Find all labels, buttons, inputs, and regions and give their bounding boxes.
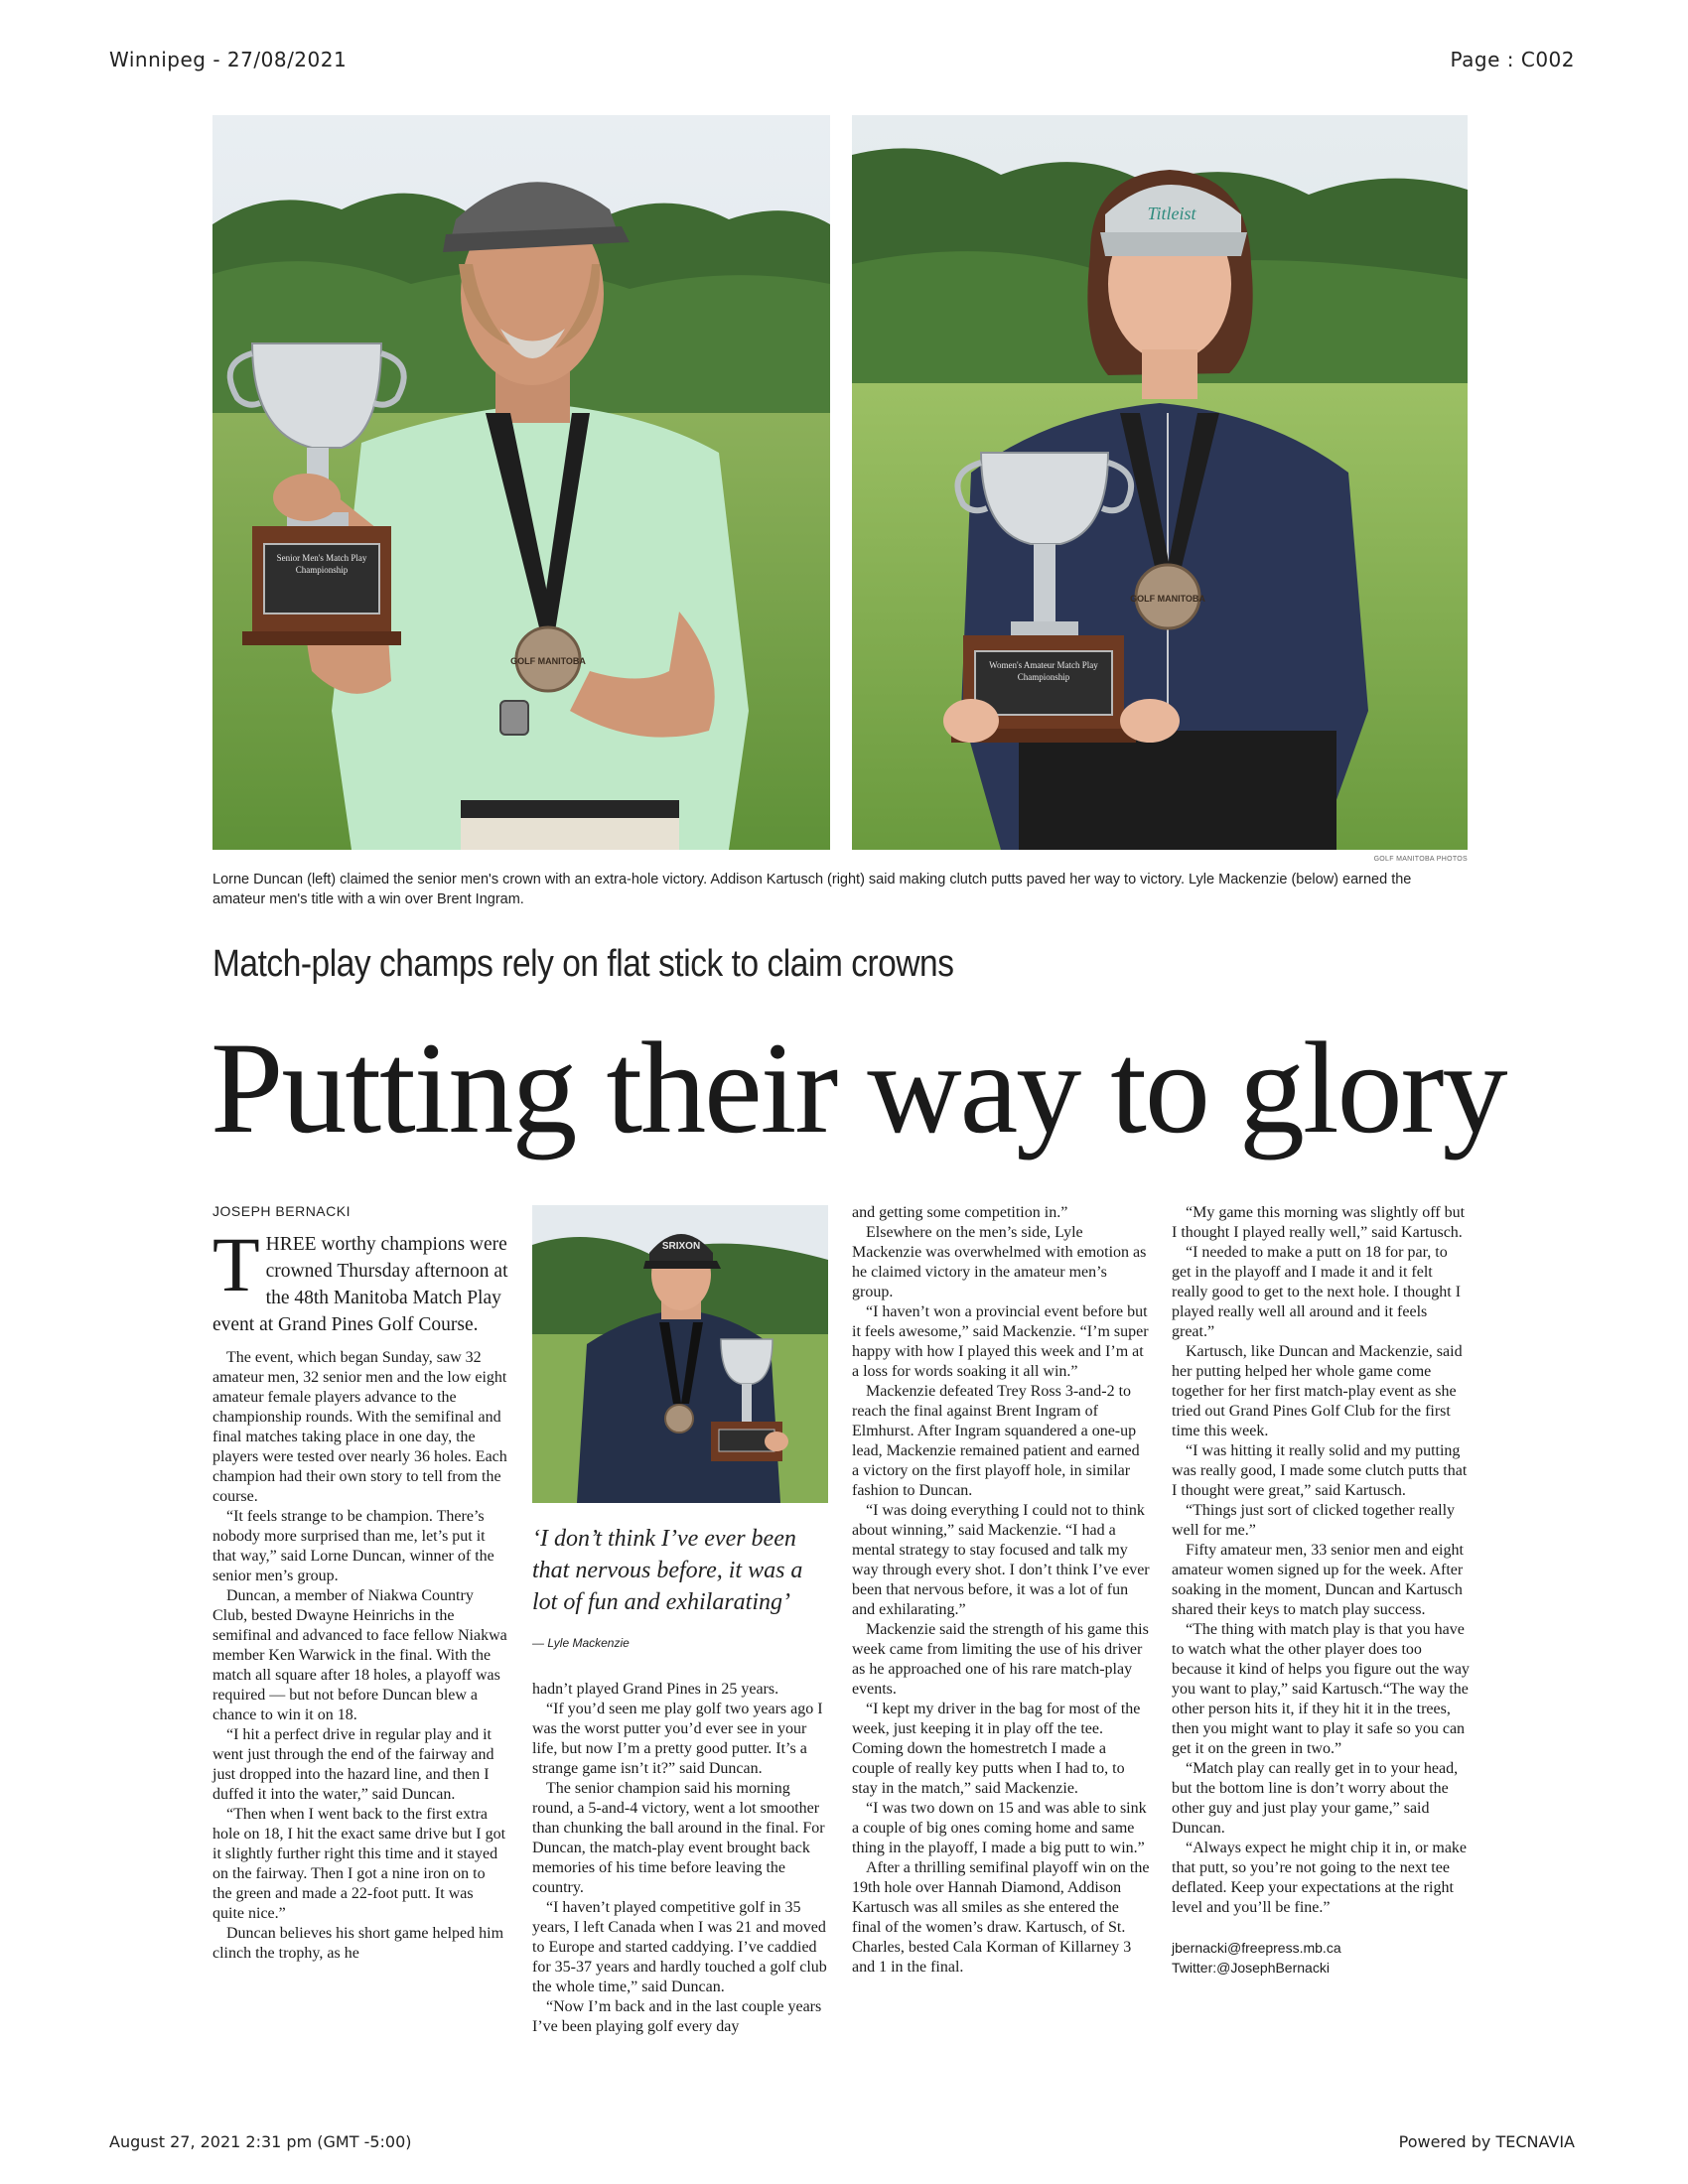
paragraph: “Now I’m back and in the last couple years I’ve been playing golf every day bbox=[532, 1998, 822, 2035]
pull-quote: ‘I don’t think I’ve ever been that nervous before, it was a lot of fun and exhilarating’ bbox=[532, 1526, 803, 1615]
paragraph: “I was two down on 15 and was able to sink a couple of big ones coming home and same thing in the playoff, I made a big putt to win.” bbox=[852, 1800, 1147, 1856]
paragraph: Duncan, a member of Niakwa Country Club, bested Dwayne Heinrichs in the semifinal and advanced to face fellow Niakwa member Ken Warwick in the final. With the match all square after 18 holes, a playoff was required — but not before Duncan blew a chance to win it on 18. bbox=[212, 1587, 507, 1723]
paragraph: The senior champion said his morning round, a 5-and-4 victory, went a lot smoother than chunking the ball around in the final. For Duncan, the match-play event brought back memories of his time before leaving the country. bbox=[532, 1780, 825, 1896]
paragraph: “I kept my driver in the bag for most of the week, just keeping it in play off the tee. Coming down the homestretch I made a couple of really key putts when I had to, to stay in the match,” said Mackenzie. bbox=[852, 1701, 1141, 1797]
paragraph: “Things just sort of clicked together really well for me.” bbox=[1172, 1502, 1456, 1539]
print-timestamp: August 27, 2021 2:31 pm (GMT -5:00) bbox=[109, 2132, 412, 2151]
paragraph: “I was hitting it really solid and my putting was really good, I made some clutch putts that I thought were great,” said Kartusch. bbox=[1172, 1442, 1468, 1499]
paragraph: Duncan believes his short game helped him clinch the trophy, as he bbox=[212, 1925, 504, 1962]
right-medal-text: GOLF MANITOBA bbox=[1130, 594, 1205, 604]
paragraph: “My game this morning was slightly off but I thought I played really well,” said Kartusch. bbox=[1172, 1204, 1466, 1241]
left-medal-text: GOLF MANITOBA bbox=[510, 656, 586, 666]
right-trophy-plate: Women's Amateur Match Play Championship bbox=[989, 660, 1098, 682]
author-email[interactable]: jbernacki@freepress.mb.ca bbox=[1172, 1940, 1341, 1956]
svg-text:Titleist: Titleist bbox=[1147, 204, 1196, 223]
paragraph: “I was doing everything I could not to think about winning,” said Mackenzie. “I had a mental strategy to stay focused and talk my way through every shot. I don’t think I’ve ever been that nervous before, it was a lot of fun and exhilarating.” bbox=[852, 1502, 1150, 1618]
paragraph: “The thing with match play is that you have to watch what the other player does too because it kind of helps you figure out the way you want to play,” said Kartusch.“The way the other person hits it, if they hit it in the trees, then you might want to play it safe so you can get it on the green in two.” bbox=[1172, 1621, 1470, 1757]
powered-by: Powered by TECNAVIA bbox=[1398, 2132, 1575, 2151]
paragraph: Elsewhere on the men’s side, Lyle Mackenzie was overwhelmed with emotion as he claimed victory in the amateur men’s group. bbox=[852, 1224, 1147, 1300]
photo-addison-kartusch bbox=[852, 115, 1468, 850]
photo-lyle-mackenzie bbox=[532, 1205, 828, 1503]
paragraph: After a thrilling semifinal playoff win on the 19th hole over Hannah Diamond, Addison Kartusch was all smiles as she entered the final of the women’s draw. Kartusch, of St. Charles, bested Cala Korman of Killarney 3 and 1 in the final. bbox=[852, 1859, 1150, 1976]
paragraph: The event, which began Sunday, saw 32 amateur men, 32 senior men and the low eight amateur female players advance to the championship rounds. With the semifinal and final matches taking place in one day, the players were tested over nearly 36 holes. Each champion had their own story to tell from the course. bbox=[212, 1349, 507, 1505]
left-trophy-plate: Senior Men's Match Play Championship bbox=[276, 553, 367, 575]
paragraph: Mackenzie said the strength of his game this week came from limiting the use of his driver as he approached one of his rare match-play events. bbox=[852, 1621, 1149, 1698]
paragraph: “I haven’t won a provincial event before but it feels awesome,” said Mackenzie. “I’m super happy with how I played this week and I’m at a loss for words soaking it all win.” bbox=[852, 1303, 1149, 1380]
photo-credit: GOLF MANITOBA PHOTOS bbox=[1373, 856, 1468, 863]
photo-lorne-duncan bbox=[212, 115, 830, 850]
photo-caption: Lorne Duncan (left) claimed the senior men's crown with an extra-hole victory. Addison Kartusch (right) said making clutch putts paved her way to victory. Lyle Mackenzie (below) earned the amateur men's title with a win over Brent Ingram. bbox=[212, 872, 1412, 907]
article-column-1 bbox=[212, 1221, 508, 1964]
page-number: Page : C002 bbox=[1450, 48, 1575, 71]
headline: Putting their way to glory bbox=[211, 1015, 1506, 1160]
paragraph: “I hit a perfect drive in regular play and it went just through the end of the fairway and just dropped into the hazard line, and then I duffed it into the water,” said Duncan. bbox=[212, 1726, 494, 1803]
article-column-4 bbox=[1172, 1203, 1470, 1978]
paragraph: and getting some competition in.” bbox=[852, 1204, 1068, 1221]
lead-paragraph: THREE worthy champions were crowned Thursday afternoon at the 48th Manitoba Match Play event at Grand Pines Golf Course. bbox=[212, 1221, 508, 1335]
cap-logo: SRIXON bbox=[661, 1241, 701, 1252]
paragraph: “Always expect he might chip it in, or make that putt, so you’re not going to the next tee deflated. Keep your expectations at the right level and you’ll be fine.” bbox=[1172, 1840, 1468, 1916]
paragraph: Kartusch, like Duncan and Mackenzie, said her putting helped her whole game come together for her first match-play event as she tried out Grand Pines Golf Club for the first time this week. bbox=[1172, 1343, 1463, 1439]
paragraph: “It feels strange to be champion. There’s nobody more surprised than me, let’s put it that way,” said Lorne Duncan, winner of the senior men’s group. bbox=[212, 1508, 494, 1584]
deck-subheadline: Match-play champs rely on flat stick to claim crowns bbox=[212, 943, 954, 985]
edition-date: Winnipeg - 27/08/2021 bbox=[109, 48, 348, 71]
article-column-3 bbox=[852, 1203, 1150, 1978]
byline: JOSEPH BERNACKI bbox=[212, 1203, 351, 1219]
paragraph: “Match play can really get in to your head, but the bottom line is don’t worry about the other guy and just play your game,” said Duncan. bbox=[1172, 1760, 1459, 1837]
pull-quote-attribution: — Lyle Mackenzie bbox=[532, 1636, 630, 1650]
dropcap: T bbox=[212, 1221, 260, 1307]
author-twitter[interactable]: Twitter:@JosephBernacki bbox=[1172, 1960, 1330, 1976]
paragraph: “Then when I went back to the first extra hole on 18, I hit the exact same drive but I got it slightly further right this time and it stayed on the fairway. Then I got a nine iron on to the green and made a 22-foot putt. It was quite nice.” bbox=[212, 1806, 506, 1922]
paragraph: Fifty amateur men, 33 senior men and eight amateur women signed up for the week. After soaking in the moment, Duncan and Kartusch shared their keys to match play success. bbox=[1172, 1542, 1464, 1618]
paragraph: “I needed to make a putt on 18 for par, to get in the playoff and I made it and it felt really good to get to the next hole. I thought I played really well all around and it feels great.” bbox=[1172, 1244, 1462, 1340]
paragraph: “If you’d seen me play golf two years ago I was the worst putter you’d ever see in your life, but now I’m a pretty good putter. It’s a strange game isn’t it?” said Duncan. bbox=[532, 1701, 823, 1777]
paragraph: hadn’t played Grand Pines in 25 years. bbox=[532, 1681, 779, 1698]
article-column-2 bbox=[532, 1680, 828, 2037]
paragraph: Mackenzie defeated Trey Ross 3-and-2 to reach the final against Brent Ingram of Elmhurst. After Ingram squandered a one-up lead, Mackenzie remained patient and earned a victory on the first playoff hole, in similar fashion to Duncan. bbox=[852, 1383, 1140, 1499]
paragraph: “I haven’t played competitive golf in 35 years, I left Canada when I was 21 and moved to Europe and started caddying. I’ve caddied for 35-37 years and hardly touched a golf club the whole time,” said Duncan. bbox=[532, 1899, 827, 1995]
